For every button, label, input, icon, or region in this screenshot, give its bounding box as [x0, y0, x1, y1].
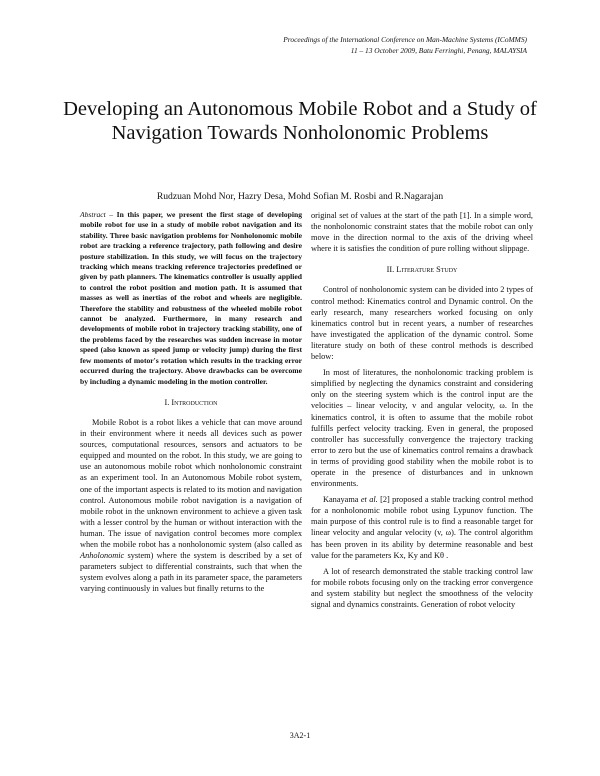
intro-paragraph — [80, 417, 302, 595]
running-head-line2: 11 – 13 October 2009, Batu Ferringhi, Penang, MALAYSIA — [350, 46, 527, 55]
lit-p3-etal: et al. — [360, 495, 378, 505]
literature-paragraph-4: A lot of research demonstrated the stable tracking control law for mobile robots focusing only on the tracking error convergence and system stability but neglect the smoothness of the velocity signal and dynamics constraints. Generation of robot velocity — [311, 566, 533, 609]
intro-italic-term: Anholonomic — [80, 551, 125, 561]
lit-p3-start: Kanayama — [323, 495, 361, 505]
section-heading-literature: II. Literature Study — [386, 265, 458, 275]
literature-paragraph-1: Control of nonholonomic system can be divided into 2 types of control method: Kinematics control and Dynamic control. On the early research, many researchers worked focusing on only kinematics control but in recent years, a number of researches have investigated the application of the dynamic control. Some literature study on both of these control methods is described below: — [311, 285, 533, 362]
literature-paragraph-2: In most of literatures, the nonholonomic tracking problem is simplified by neglecting the dynamics constraint and considering only on the steering system which is the control input are the velocities – linear velocity, v and angular velocity, ω. In the kinematics control, it is often to assume that the mobile robot fulfills perfect velocity tracking. Even in general, the proposed controller has successfully convergence the trajectory tracking error to zero but the use of kinematics control remains a drawback in terms of providing good stability when the mobile robot is to operate in the presence of disturbances and in unknown environments. — [311, 368, 533, 489]
paper-title: Developing an Autonomous Mobile Robot and a Study of Navigation Towards Nonholonomic Problems — [63, 98, 537, 144]
running-head-line1: Proceedings of the International Conference on Man-Machine Systems (ICoMMS) — [283, 35, 527, 44]
running-head — [87, 34, 527, 56]
authors: Rudzuan Mohd Nor, Hazry Desa, Mohd Sofian M. Rosbi and R.Nagarajan — [156, 191, 444, 202]
left-column — [80, 210, 302, 595]
intro-text: Mobile Robot is a robot likes a vehicle that can move around in their environment where it needs all devices such as power sources, computational resources, sensors and actuators to be equipped and mounted on the robot. In this study, we are going to use an autonomous mobile robot which nonholonomic constraint as an experiment tool. In an Autonomous Mobile robot system, one of the important aspects is related to its motion and navigation control. Autonomous mobile robot navigation is a navigation of mobile robot in the unknown environment to achieve a given task with a lesser control by the human or without interaction with the human. The issue of navigation control becomes more complex when the mobile robot has a nonholonomic system (also called as — [80, 418, 302, 550]
abstract-lead: Abstract – — [80, 210, 114, 219]
intro-continuation: original set of values at the start of the path [1]. In a simple word, the nonholonomic constraint states that the mobile robot can only move in the direction normal to the axis of the driving wheel where it is satisfies the condition of pure rolling without slippage. — [311, 211, 533, 254]
abstract — [80, 210, 302, 387]
lit-p3-rest: [2] proposed a stable tracking control method for a nonholonomic mobile robot using Lypunov function. The main purpose of this control rule is to find a reasonable target for linear velocity and angular velocity (v, ω). The control algorithm has been proven in its ability by determine reasonable and best value for the parameters Kx, Ky and Kθ . — [311, 495, 534, 560]
intro-text-tail: system) where the system is described by a set of parameters subject to differential constraints, such that when the system evolves along a path in its parameter space, the parameters varying continuously in values but finally returns to the — [80, 551, 302, 594]
right-column — [311, 210, 533, 610]
abstract-text: In this paper, we present the first stage of developing mobile robot for use in a study of mobile robot navigation and its stability. Three basic navigation problems for Nonholonomic mobile robot are tracking a reference trajectory, path following and desire posture stabilization. In this study, we will focus on the trajectory tracking which means tracking reference trajectories predefined or given by path planners. The kinematics controller is usually applied to control the robot position and motion path. It is assumed that masses as well as inertias of the robot and wheels are negligible. Therefore the stability and robustness of the wheeled mobile robot cannot be analyzed. Furthermore, in many research and developments of mobile robot in trajectory tracking stability, one of the problems faced by the researches was sudden increase in motor speed (also known as speed jump or velocity jump) during the first few moments of motor's rotation which results in the tracking error occurred during the trajectory. Above drawbacks can be overcome by including a dynamic modeling in the motion controller. — [80, 210, 302, 386]
literature-paragraph-3 — [311, 494, 533, 561]
page-number: 3A2-1 — [289, 731, 311, 740]
section-heading-introduction: I. Introduction — [164, 397, 218, 407]
